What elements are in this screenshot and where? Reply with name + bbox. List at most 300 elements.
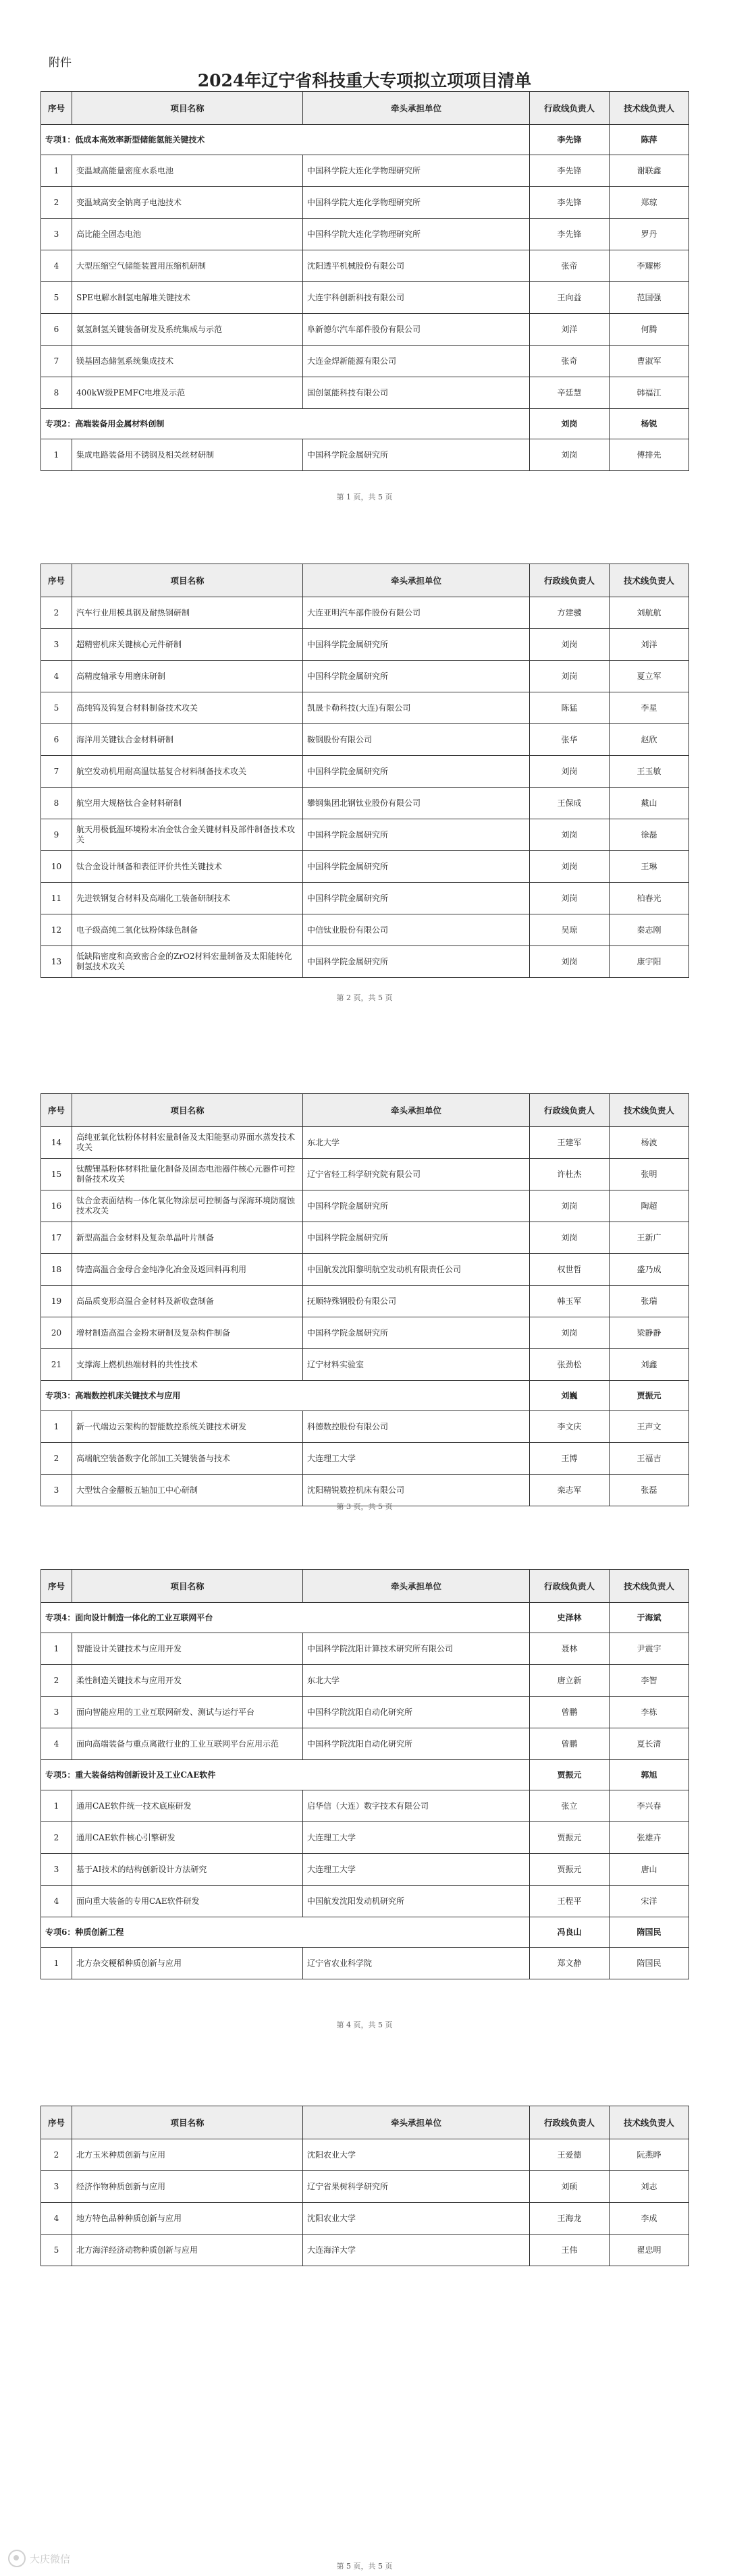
- section-title: 专项6：种质创新工程: [41, 1917, 530, 1948]
- attachment-label: 附件: [49, 56, 72, 70]
- tech-lead: 王声文: [610, 1411, 689, 1443]
- table-row: [41, 661, 689, 692]
- lead-unit: 中国科学院金属研究所: [303, 629, 530, 661]
- admin-lead: 许杜杰: [530, 1159, 610, 1190]
- admin-lead: 唐立新: [530, 1665, 610, 1697]
- tech-lead: 张瑞: [610, 1286, 689, 1317]
- project-name: 面向高端装备与重点离散行业的工业互联网平台应用示范: [72, 1728, 303, 1760]
- project-name: 经济作物种质创新与应用: [72, 2171, 303, 2203]
- section-admin-lead: 刘巍: [530, 1381, 610, 1411]
- row-number: 3: [41, 1697, 72, 1728]
- lead-unit: 启华信（大连）数字技术有限公司: [303, 1790, 530, 1822]
- project-name: 高端航空装备数字化部加工关键装备与技术: [72, 1443, 303, 1475]
- row-number: 3: [41, 219, 72, 250]
- project-name: 钛合金设计制备和表征评价共性关键技术: [72, 851, 303, 883]
- watermark-text: 大庆微信: [30, 2552, 71, 2565]
- admin-lead: 曾鹏: [530, 1697, 610, 1728]
- project-name: 支撑海上燃机热端材料的共性技术: [72, 1349, 303, 1381]
- table-row: [41, 883, 689, 914]
- row-number: 1: [41, 1411, 72, 1443]
- row-number: 2: [41, 1665, 72, 1697]
- tech-lead: 王福吉: [610, 1443, 689, 1475]
- lead-unit: 中国科学院金属研究所: [303, 883, 530, 914]
- column-header: 项目名称: [72, 92, 303, 125]
- table-row: [41, 250, 689, 282]
- admin-lead: 方建骥: [530, 597, 610, 629]
- table-row: [41, 1633, 689, 1665]
- table-row: [41, 1317, 689, 1349]
- row-number: 18: [41, 1254, 72, 1286]
- lead-unit: 中国科学院金属研究所: [303, 1222, 530, 1254]
- project-name: 智能设计关键技术与应用开发: [72, 1633, 303, 1665]
- page-number: 第 2 页，共 5 页: [336, 993, 393, 1002]
- table-row: [41, 1790, 689, 1822]
- row-number: 14: [41, 1127, 72, 1159]
- row-number: 4: [41, 1728, 72, 1760]
- project-name: 集成电路装备用不锈钢及相关丝材研制: [72, 439, 303, 471]
- row-number: 4: [41, 1886, 72, 1917]
- section-admin-lead: 史泽林: [530, 1603, 610, 1633]
- admin-lead: 王向益: [530, 282, 610, 314]
- lead-unit: 中国科学院沈阳自动化研究所: [303, 1697, 530, 1728]
- lead-unit: 沈阳精锐数控机床有限公司: [303, 1475, 530, 1506]
- lead-unit: 中国科学院沈阳自动化研究所: [303, 1728, 530, 1760]
- tech-lead: 刘鑫: [610, 1349, 689, 1381]
- table-row: [41, 1411, 689, 1443]
- lead-unit: 中国科学院大连化学物理研究所: [303, 187, 530, 219]
- column-header: 序号: [41, 92, 72, 125]
- row-number: 4: [41, 661, 72, 692]
- project-name: 变温域高安全钠离子电池技术: [72, 187, 303, 219]
- lead-unit: 东北大学: [303, 1665, 530, 1697]
- project-name: 海洋用关键钛合金材料研制: [72, 724, 303, 756]
- row-number: 13: [41, 946, 72, 978]
- row-number: 3: [41, 1475, 72, 1506]
- table-row: [41, 1665, 689, 1697]
- project-name: 高纯钨及钨复合材料制备技术攻关: [72, 692, 303, 724]
- table-row: [41, 377, 689, 409]
- column-header: 项目名称: [72, 1094, 303, 1127]
- project-name: 变温域高能量密度水系电池: [72, 155, 303, 187]
- row-number: 1: [41, 1633, 72, 1665]
- lead-unit: 中国科学院大连化学物理研究所: [303, 219, 530, 250]
- project-name: 新型高温合金材料及复杂单晶叶片制备: [72, 1222, 303, 1254]
- row-number: 21: [41, 1349, 72, 1381]
- tech-lead: 柏春光: [610, 883, 689, 914]
- page-number: 第 5 页，共 5 页: [336, 2562, 393, 2571]
- admin-lead: 李先锋: [530, 155, 610, 187]
- tech-lead: 韩福江: [610, 377, 689, 409]
- table-row: [41, 2203, 689, 2235]
- admin-lead: 刘岗: [530, 661, 610, 692]
- admin-lead: 李先锋: [530, 187, 610, 219]
- row-number: 20: [41, 1317, 72, 1349]
- project-name: 地方特色品种种质创新与应用: [72, 2203, 303, 2235]
- project-name: 铸造高温合金母合金纯净化冶金及返回料再利用: [72, 1254, 303, 1286]
- lead-unit: 大连亚明汽车部件股份有限公司: [303, 597, 530, 629]
- project-name: 北方杂交粳稻种质创新与应用: [72, 1948, 303, 1979]
- table-row: [41, 692, 689, 724]
- column-header: 牵头承担单位: [303, 1570, 530, 1603]
- tech-lead: 戴山: [610, 788, 689, 819]
- section-row: [41, 1917, 689, 1948]
- lead-unit: 大连宇科创新科技有限公司: [303, 282, 530, 314]
- project-name: 北方海洋经济动物种质创新与应用: [72, 2235, 303, 2266]
- project-table-page-5: [40, 2106, 689, 2266]
- section-admin-lead: 冯良山: [530, 1917, 610, 1948]
- table-row: [41, 282, 689, 314]
- column-header: 序号: [41, 2106, 72, 2139]
- admin-lead: 刘岗: [530, 629, 610, 661]
- tech-lead: 刘志: [610, 2171, 689, 2203]
- tech-lead: 李栋: [610, 1697, 689, 1728]
- row-number: 12: [41, 914, 72, 946]
- project-name: 钛酸锂基粉体材料批量化制备及固态电池器件核心元器件可控制备技术攻关: [72, 1159, 303, 1190]
- row-number: 9: [41, 819, 72, 851]
- tech-lead: 尹震宇: [610, 1633, 689, 1665]
- section-title: 专项2：高端装备用金属材料创制: [41, 409, 530, 439]
- lead-unit: 辽宁材料实验室: [303, 1349, 530, 1381]
- table-row: [41, 756, 689, 788]
- project-name: 面向重大装备的专用CAE软件研发: [72, 1886, 303, 1917]
- lead-unit: 中国科学院沈阳计算技术研究所有限公司: [303, 1633, 530, 1665]
- admin-lead: 李先锋: [530, 219, 610, 250]
- tech-lead: 刘洋: [610, 629, 689, 661]
- row-number: 17: [41, 1222, 72, 1254]
- row-number: 5: [41, 282, 72, 314]
- page-number: 第 1 页，共 5 页: [336, 493, 393, 501]
- tech-lead: 杨波: [610, 1127, 689, 1159]
- lead-unit: 中国科学院金属研究所: [303, 661, 530, 692]
- column-header: 技术线负责人: [610, 1094, 689, 1127]
- column-header: 序号: [41, 1570, 72, 1603]
- lead-unit: 沈阳农业大学: [303, 2203, 530, 2235]
- row-number: 5: [41, 2235, 72, 2266]
- project-name: 高品质变形高温合金材料及新收盘制备: [72, 1286, 303, 1317]
- column-header: 牵头承担单位: [303, 92, 530, 125]
- project-name: 高纯亚氧化钛粉体材料宏量制备及太阳能驱动界面水蒸发技术攻关: [72, 1127, 303, 1159]
- column-header: 行政线负责人: [530, 1094, 610, 1127]
- section-tech-lead: 杨锐: [610, 409, 689, 439]
- admin-lead: 吴琼: [530, 914, 610, 946]
- lead-unit: 中国科学院金属研究所: [303, 1317, 530, 1349]
- admin-lead: 王保成: [530, 788, 610, 819]
- column-header: 牵头承担单位: [303, 1094, 530, 1127]
- admin-lead: 张华: [530, 724, 610, 756]
- project-name: 航空用大规格钛合金材料研制: [72, 788, 303, 819]
- table-row: [41, 788, 689, 819]
- column-header: 项目名称: [72, 564, 303, 597]
- tech-lead: 阮燕晔: [610, 2139, 689, 2171]
- column-header: 项目名称: [72, 1570, 303, 1603]
- section-row: [41, 1381, 689, 1411]
- tech-lead: 傅排先: [610, 439, 689, 471]
- row-number: 3: [41, 2171, 72, 2203]
- admin-lead: 韩玉军: [530, 1286, 610, 1317]
- project-table-page-4: [40, 1569, 689, 1979]
- row-number: 10: [41, 851, 72, 883]
- table-header-row: [41, 2106, 689, 2139]
- lead-unit: 中国科学院金属研究所: [303, 946, 530, 978]
- page-number: 第 4 页，共 5 页: [336, 2021, 393, 2029]
- table-row: [41, 439, 689, 471]
- column-header: 序号: [41, 564, 72, 597]
- table-row: [41, 1190, 689, 1222]
- project-name: 钛合金表面结构一体化氧化物涂层可控制备与深海环境防腐蚀技术攻关: [72, 1190, 303, 1222]
- tech-lead: 张磊: [610, 1475, 689, 1506]
- table-row: [41, 2235, 689, 2266]
- table-row: [41, 629, 689, 661]
- section-tech-lead: 郭旭: [610, 1760, 689, 1790]
- row-number: 11: [41, 883, 72, 914]
- section-row: [41, 1603, 689, 1633]
- project-name: 航空发动机用耐高温钛基复合材料制备技术攻关: [72, 756, 303, 788]
- project-table-page-2: [40, 564, 689, 978]
- row-number: 6: [41, 314, 72, 346]
- tech-lead: 李智: [610, 1665, 689, 1697]
- admin-lead: 曾鹏: [530, 1728, 610, 1760]
- lead-unit: 大连理工大学: [303, 1854, 530, 1886]
- table-row: [41, 1822, 689, 1854]
- document-title: 2024年辽宁省科技重大专项拟立项项目清单: [197, 71, 532, 90]
- admin-lead: 刘岗: [530, 883, 610, 914]
- tech-lead: 范国强: [610, 282, 689, 314]
- admin-lead: 郑文静: [530, 1948, 610, 1979]
- row-number: 16: [41, 1190, 72, 1222]
- lead-unit: 大连理工大学: [303, 1443, 530, 1475]
- project-name: 北方玉米种质创新与应用: [72, 2139, 303, 2171]
- project-name: 电子级高纯二氧化钛粉体绿色制备: [72, 914, 303, 946]
- column-header: 牵头承担单位: [303, 2106, 530, 2139]
- lead-unit: 沈阳透平机械股份有限公司: [303, 250, 530, 282]
- admin-lead: 刘岗: [530, 819, 610, 851]
- table-row: [41, 346, 689, 377]
- tech-lead: 刘航航: [610, 597, 689, 629]
- row-number: 4: [41, 2203, 72, 2235]
- admin-lead: 王伟: [530, 2235, 610, 2266]
- table-row: [41, 1222, 689, 1254]
- lead-unit: 科德数控股份有限公司: [303, 1411, 530, 1443]
- admin-lead: 张帝: [530, 250, 610, 282]
- admin-lead: 刘岗: [530, 851, 610, 883]
- project-name: 高比能全固态电池: [72, 219, 303, 250]
- table-row: [41, 187, 689, 219]
- column-header: 行政线负责人: [530, 1570, 610, 1603]
- admin-lead: 刘岗: [530, 1222, 610, 1254]
- column-header: 行政线负责人: [530, 2106, 610, 2139]
- project-name: 氨氢制氢关键装备研发及系统集成与示范: [72, 314, 303, 346]
- lead-unit: 东北大学: [303, 1127, 530, 1159]
- project-name: SPE电解水制氢电解堆关键技术: [72, 282, 303, 314]
- lead-unit: 中国科学院金属研究所: [303, 1190, 530, 1222]
- lead-unit: 中国科学院金属研究所: [303, 819, 530, 851]
- section-tech-lead: 贾振元: [610, 1381, 689, 1411]
- row-number: 3: [41, 1854, 72, 1886]
- tech-lead: 李成: [610, 2203, 689, 2235]
- watermark-logo-icon: [8, 2550, 26, 2567]
- project-name: 基于AI技术的结构创新设计方法研究: [72, 1854, 303, 1886]
- table-row: [41, 1728, 689, 1760]
- admin-lead: 张奇: [530, 346, 610, 377]
- table-header-row: [41, 92, 689, 125]
- table-row: [41, 819, 689, 851]
- column-header: 序号: [41, 1094, 72, 1127]
- tech-lead: 谢联鑫: [610, 155, 689, 187]
- admin-lead: 张立: [530, 1790, 610, 1822]
- admin-lead: 刘硕: [530, 2171, 610, 2203]
- tech-lead: 李兴春: [610, 1790, 689, 1822]
- tech-lead: 隋国民: [610, 1948, 689, 1979]
- tech-lead: 宋洋: [610, 1886, 689, 1917]
- table-row: [41, 914, 689, 946]
- section-title: 专项4：面向设计制造一体化的工业互联网平台: [41, 1603, 530, 1633]
- lead-unit: 中国科学院大连化学物理研究所: [303, 155, 530, 187]
- column-header: 行政线负责人: [530, 564, 610, 597]
- row-number: 4: [41, 250, 72, 282]
- row-number: 6: [41, 724, 72, 756]
- section-tech-lead: 于海斌: [610, 1603, 689, 1633]
- project-name: 通用CAE软件统一技术底座研发: [72, 1790, 303, 1822]
- page-number: 第 3 页，共 5 页: [336, 1502, 393, 1511]
- table-row: [41, 219, 689, 250]
- row-number: 1: [41, 155, 72, 187]
- admin-lead: 陈猛: [530, 692, 610, 724]
- table-row: [41, 1886, 689, 1917]
- project-name: 镁基固态储氢系统集成技术: [72, 346, 303, 377]
- table-row: [41, 1254, 689, 1286]
- row-number: 7: [41, 756, 72, 788]
- tech-lead: 秦志刚: [610, 914, 689, 946]
- tech-lead: 唐山: [610, 1854, 689, 1886]
- admin-lead: 王程平: [530, 1886, 610, 1917]
- project-name: 航天用极低温环境粉末冶金钛合金关键材料及部件制备技术攻关: [72, 819, 303, 851]
- lead-unit: 中国科学院金属研究所: [303, 439, 530, 471]
- lead-unit: 抚顺特殊钢股份有限公司: [303, 1286, 530, 1317]
- table-row: [41, 1443, 689, 1475]
- project-name: 柔性制造关键技术与应用开发: [72, 1665, 303, 1697]
- section-admin-lead: 刘岗: [530, 409, 610, 439]
- table-row: [41, 2139, 689, 2171]
- row-number: 3: [41, 629, 72, 661]
- column-header: 技术线负责人: [610, 1570, 689, 1603]
- tech-lead: 王琳: [610, 851, 689, 883]
- project-name: 增材制造高温合金粉末研制及复杂构件制备: [72, 1317, 303, 1349]
- tech-lead: 康宇阳: [610, 946, 689, 978]
- table-header-row: [41, 1094, 689, 1127]
- row-number: 7: [41, 346, 72, 377]
- row-number: 2: [41, 597, 72, 629]
- table-row: [41, 155, 689, 187]
- lead-unit: 中国科学院金属研究所: [303, 851, 530, 883]
- admin-lead: 贾振元: [530, 1822, 610, 1854]
- table-row: [41, 1948, 689, 1979]
- tech-lead: 王玉敏: [610, 756, 689, 788]
- admin-lead: 刘岗: [530, 1317, 610, 1349]
- project-name: 汽车行业用模具钢及耐热钢研制: [72, 597, 303, 629]
- project-name: 先进铁钢复合材料及高端化工装备研制技术: [72, 883, 303, 914]
- project-name: 大型压缩空气储能装置用压缩机研制: [72, 250, 303, 282]
- section-row: [41, 409, 689, 439]
- row-number: 2: [41, 1822, 72, 1854]
- lead-unit: 辽宁省农业科学院: [303, 1948, 530, 1979]
- project-table-page-3: [40, 1093, 689, 1506]
- lead-unit: 辽宁省果树科学研究所: [303, 2171, 530, 2203]
- column-header: 技术线负责人: [610, 2106, 689, 2139]
- lead-unit: 辽宁省轻工科学研究院有限公司: [303, 1159, 530, 1190]
- project-name: 大型钛合金翻板五轴加工中心研制: [72, 1475, 303, 1506]
- admin-lead: 李文庆: [530, 1411, 610, 1443]
- section-row: [41, 125, 689, 155]
- admin-lead: 刘岗: [530, 946, 610, 978]
- row-number: 2: [41, 187, 72, 219]
- tech-lead: 何腾: [610, 314, 689, 346]
- section-admin-lead: 李先锋: [530, 125, 610, 155]
- row-number: 1: [41, 1790, 72, 1822]
- section-title: 专项3：高端数控机床关键技术与应用: [41, 1381, 530, 1411]
- table-row: [41, 1349, 689, 1381]
- admin-lead: 辛廷慧: [530, 377, 610, 409]
- table-row: [41, 1159, 689, 1190]
- project-name: 通用CAE软件核心引擎研发: [72, 1822, 303, 1854]
- table-header-row: [41, 1570, 689, 1603]
- row-number: 8: [41, 788, 72, 819]
- tech-lead: 翟忠明: [610, 2235, 689, 2266]
- table-row: [41, 851, 689, 883]
- admin-lead: 刘洋: [530, 314, 610, 346]
- lead-unit: 中国航发沈阳发动机研究所: [303, 1886, 530, 1917]
- column-header: 行政线负责人: [530, 92, 610, 125]
- lead-unit: 中国航发沈阳黎明航空发动机有限责任公司: [303, 1254, 530, 1286]
- lead-unit: 大连理工大学: [303, 1822, 530, 1854]
- lead-unit: 大连海洋大学: [303, 2235, 530, 2266]
- project-name: 新一代端边云架构的智能数控系统关键技术研发: [72, 1411, 303, 1443]
- column-header: 技术线负责人: [610, 92, 689, 125]
- admin-lead: 王海龙: [530, 2203, 610, 2235]
- lead-unit: 凯晟卡勒科技(大连)有限公司: [303, 692, 530, 724]
- tech-lead: 张明: [610, 1159, 689, 1190]
- section-tech-lead: 隋国民: [610, 1917, 689, 1948]
- row-number: 15: [41, 1159, 72, 1190]
- tech-lead: 张雄卉: [610, 1822, 689, 1854]
- tech-lead: 李耀彬: [610, 250, 689, 282]
- row-number: 19: [41, 1286, 72, 1317]
- tech-lead: 赵欣: [610, 724, 689, 756]
- project-name: 高精度轴承专用磨床研制: [72, 661, 303, 692]
- table-row: [41, 1127, 689, 1159]
- table-row: [41, 314, 689, 346]
- tech-lead: 徐磊: [610, 819, 689, 851]
- admin-lead: 刘岗: [530, 1190, 610, 1222]
- tech-lead: 夏立军: [610, 661, 689, 692]
- tech-lead: 王新广: [610, 1222, 689, 1254]
- tech-lead: 夏长清: [610, 1728, 689, 1760]
- table-row: [41, 724, 689, 756]
- column-header: 项目名称: [72, 2106, 303, 2139]
- tech-lead: 郑琼: [610, 187, 689, 219]
- admin-lead: 刘岗: [530, 756, 610, 788]
- project-table-page-1: [40, 91, 689, 471]
- project-name: 低缺陷密度和高致密合金的ZrO2材料宏量制备及太阳能转化制氢技术攻关: [72, 946, 303, 978]
- lead-unit: 攀钢集团北钢钛业股份有限公司: [303, 788, 530, 819]
- admin-lead: 权世哲: [530, 1254, 610, 1286]
- section-title: 专项1：低成本高效率新型储能氢能关键技术: [41, 125, 530, 155]
- admin-lead: 刘岗: [530, 439, 610, 471]
- table-row: [41, 1697, 689, 1728]
- section-admin-lead: 贾振元: [530, 1760, 610, 1790]
- section-title: 专项5：重大装备结构创新设计及工业CAE软件: [41, 1760, 530, 1790]
- table-row: [41, 2171, 689, 2203]
- admin-lead: 栾志军: [530, 1475, 610, 1506]
